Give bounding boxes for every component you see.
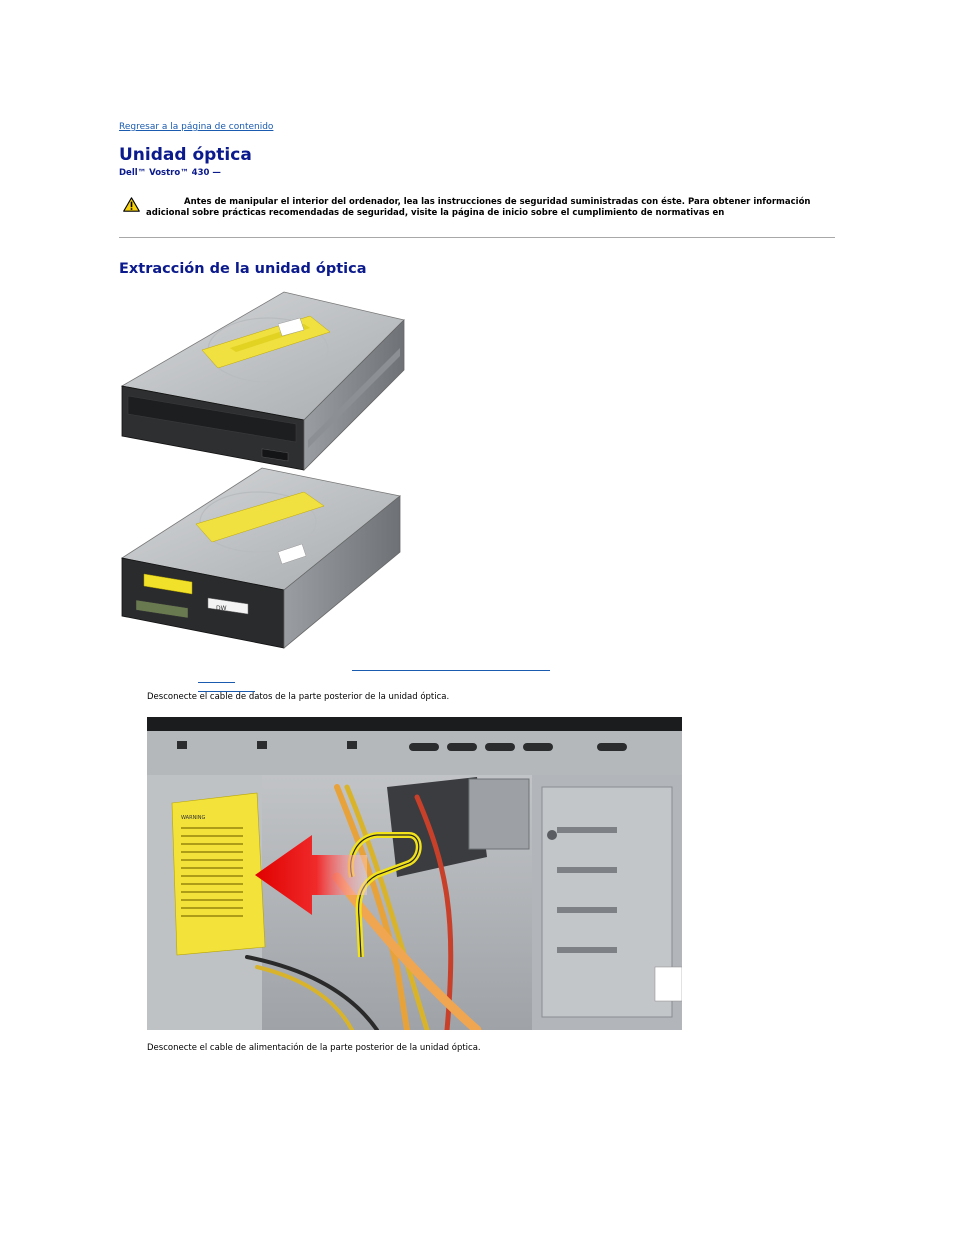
warning-line-2: adicional sobre prácticas recomendadas de seguridad, visite la página de inicio sobre el cumplimiento de normativas en bbox=[146, 208, 725, 218]
warning-icon bbox=[123, 197, 140, 212]
page-title: Unidad óptica bbox=[119, 145, 252, 165]
link-underline-2[interactable] bbox=[198, 682, 235, 683]
product-subtitle: Dell™ Vostro™ 430 — bbox=[119, 168, 221, 178]
section-divider bbox=[119, 237, 835, 238]
warning-line-1: Antes de manipular el interior del ordenador, lea las instrucciones de seguridad suministradas con éste. Para obtener información bbox=[184, 197, 811, 207]
psu-warning-label: WARNING bbox=[181, 815, 206, 821]
chassis-cable-photo bbox=[147, 717, 682, 1030]
link-underline-1[interactable] bbox=[352, 670, 550, 671]
optical-drive-figure bbox=[118, 290, 408, 652]
step-disconnect-power-cable: Desconecte el cable de alimentación de la parte posterior de la unidad óptica. bbox=[147, 1043, 481, 1053]
back-to-contents-link[interactable]: Regresar a la página de contenido bbox=[119, 122, 274, 132]
drive-rear-view bbox=[122, 468, 400, 648]
safety-warning bbox=[146, 197, 826, 219]
drive-front-view bbox=[122, 292, 404, 470]
drive-label-text: DW bbox=[216, 605, 227, 612]
section-title: Extracción de la unidad óptica bbox=[119, 261, 367, 277]
step-disconnect-data-cable: Desconecte el cable de datos de la parte posterior de la unidad óptica. bbox=[147, 692, 450, 702]
